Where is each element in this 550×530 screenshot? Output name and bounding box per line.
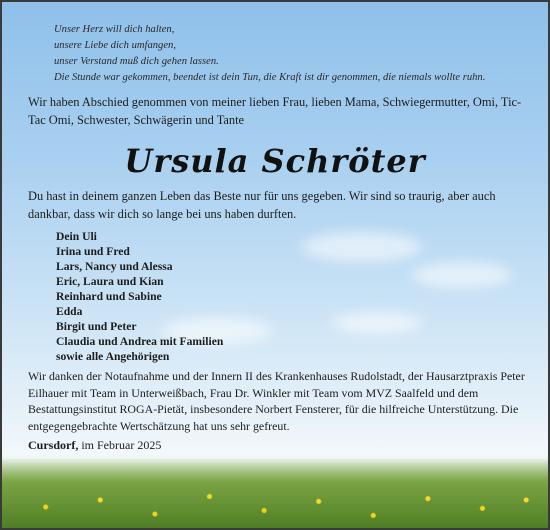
family-member: Edda bbox=[56, 305, 83, 318]
poem-line: unsere Liebe dich umfangen, bbox=[54, 40, 176, 51]
poem-line: unser Verstand muß dich gehen lassen. bbox=[54, 56, 219, 67]
family-member: sowie alle Angehörigen bbox=[56, 350, 170, 363]
cloud bbox=[412, 262, 512, 288]
intro-text: Wir haben Abschied genommen von meiner lieben Frau, lieben Mama, Schwiegermutter, Omi, Tic-Tac Omi, Schwester, Schwägerin und Tante bbox=[28, 95, 522, 127]
place-date bbox=[28, 438, 161, 453]
poem-line: Die Stunde war gekommen, beendet ist dein Tun, die Kraft ist dir genommen, die niemals wollte ruhn. bbox=[54, 72, 486, 83]
family-member: Lars, Nancy und Alessa bbox=[56, 260, 173, 273]
poem bbox=[54, 22, 485, 86]
family-member: Claudia und Andrea mit Familien bbox=[56, 335, 224, 348]
flower-meadow bbox=[2, 458, 548, 528]
family-member: Birgit und Peter bbox=[56, 320, 137, 333]
family-member: Reinhard und Sabine bbox=[56, 290, 162, 303]
cloud bbox=[302, 232, 422, 262]
poem-line: Unser Herz will dich halten, bbox=[54, 24, 175, 35]
family-member: Dein Uli bbox=[56, 230, 97, 243]
place: Cursdorf, bbox=[28, 438, 79, 452]
tribute-text: Du hast in deinem ganzen Leben das Beste nur für uns gegeben. Wir sind so traurig, aber auch dankbar, dass wir dich so lange bei uns haben durften. bbox=[28, 189, 496, 221]
cloud bbox=[332, 312, 422, 334]
family-member: Eric, Laura und Kian bbox=[56, 275, 164, 288]
deceased-name: Ursula Schröter bbox=[124, 142, 426, 180]
family-list bbox=[56, 229, 223, 364]
family-member: Irina und Fred bbox=[56, 245, 130, 258]
date: im Februar 2025 bbox=[81, 438, 162, 452]
thanks-text: Wir danken der Notaufnahme und der Innern II des Krankenhauses Rudolstadt, der Hausarztpraxis Peter Eilhauer mit Team in Unterweißbach, Frau Dr. Winkler mit Team vom MVZ Saalfeld und dem Bestattungsinstitut ROGA-Pietät, insbesondere Norbert Fensterer, für die hilfreiche Unterstützung. Die entgegengebrachte Wertschätzung hat uns sehr gefreut. bbox=[28, 369, 525, 433]
